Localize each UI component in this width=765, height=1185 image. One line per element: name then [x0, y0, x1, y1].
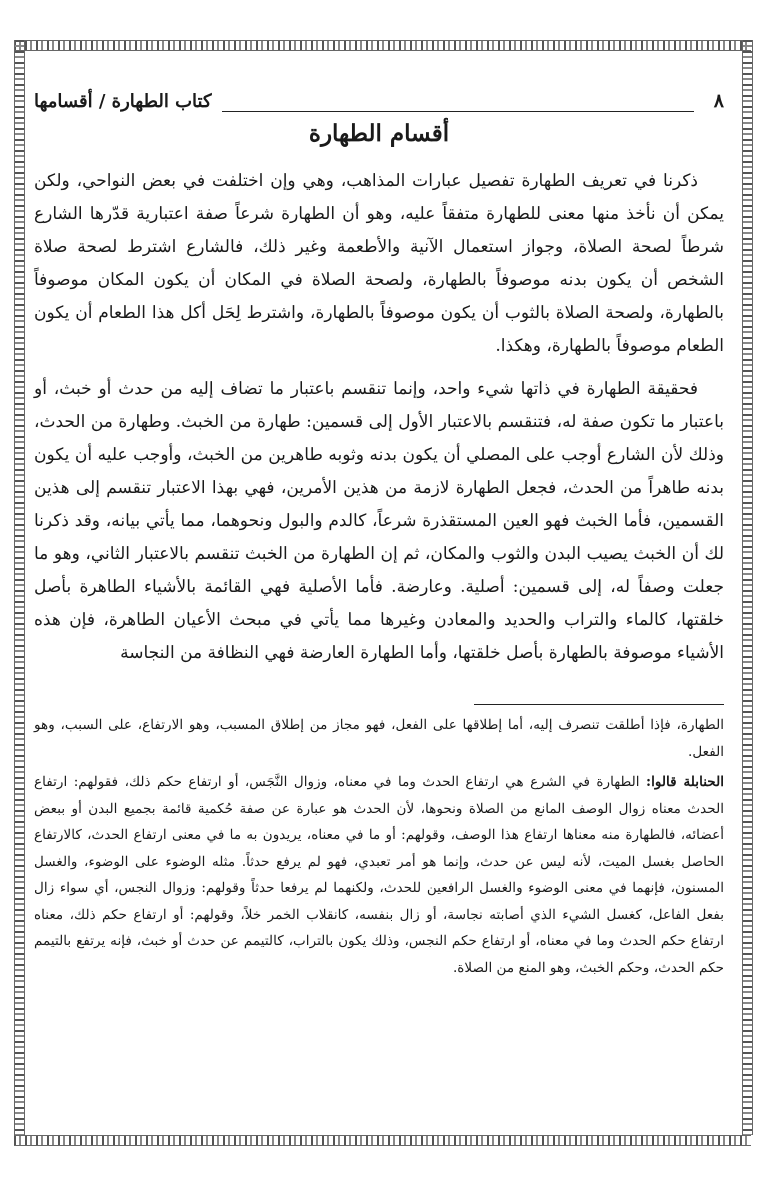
main-text [34, 165, 724, 680]
footnote-body: الطهارة في الشرع هي ارتفاع الحدث وما في معناه، وزوال النَّجَس، أو ارتفاع حكم ذلك، فقولهم: ارتفاع الحدث معناه زوال الوصف المانع من الصلاة ونحوها، لأن الحدث هو عبارة عن صفة حُكمية قائمة بجميع البدن أو ببعض أعضائه، فالطهارة منه معناها ارتفاع هذا الوصف، وقولهم: أو ما في معناه، يريدون به ما في معنى ارتفاع الحدث، كالارتفاع الحاصل بغسل الميت، لأنه ليس عن حدث، وإنما هو أمر تعبدي، فهو لم يرفع حدثاً. مثله الوضوء على الوضوء، والغسل المسنون، فإنهما في معنى الوضوء والغسل الرافعين للحدث، ولكنهما لم يرفعا حدثاً وقولهم: وزوال النجس، أي سواء زال بفعل الفاعل، كغسل الشيء الذي أصابته نجاسة، أو زال بنفسه، كانقلاب الخمر خلاً، وقولهم: أو ارتفاع حكم ذلك، معناه ارتفاع حكم الحدث وما في معناه، أو ارتفاع حكم النجس، وذلك يكون بالتراب، كالتيمم عن حدث أو خبث، فإنه يرتفع بالتيمم حكم الحدث، وحكم الخبث، وهو المنع من الصلاة. [34, 774, 724, 976]
footnote-hanbali [34, 769, 724, 981]
footnote-continuation: الطهارة، فإذا أطلقت تنصرف إليه، أما إطلاقها على الفعل، فهو مجاز من إطلاق المسبب، وهو الارتفاع، على السبب، وهو الفعل. [34, 717, 724, 760]
paragraph: ذكرنا في تعريف الطهارة تفصيل عبارات المذاهب، وهي وإن اختلفت في بعض النواحي، ولكن يمكن أن نأخذ منها معنى للطهارة متفقاً عليه، وهو أن الطهارة شرعاً صفة اعتبارية قدّرها الشارع شرطاً لصحة الصلاة، وجواز استعمال الآنية والأطعمة وغير ذلك، فالشارع اشترط لصحة صلاة الشخص أن يكون بدنه موصوفاً بالطهارة، ولصحة الصلاة في المكان أن يكون المكان موصوفاً بالطهارة، ولصحة الصلاة بالثوب أن يكون موصوفاً بالطهارة، واشترط لِحَل أكل هذا الطعام أن يكون الطعام موصوفاً بالطهارة، وهكذا. [34, 171, 724, 356]
page-number: ٨ [713, 90, 724, 112]
ornamental-border-left [14, 40, 25, 1135]
ornamental-border-top [14, 40, 751, 51]
header-rule [222, 97, 694, 112]
ornamental-border-bottom [14, 1135, 751, 1146]
ornamental-border-right [742, 40, 753, 1135]
footnotes [34, 712, 724, 985]
section-title: أقسام الطهارة [308, 120, 450, 147]
footnote-lead: الحنابلة قالوا: [646, 774, 725, 790]
paragraph: فحقيقة الطهارة في ذاتها شيء واحد، وإنما تنقسم باعتبار ما تضاف إليه من حدث أو خبث، أو باعتبار ما تكون صفة له، فتنقسم بالاعتبار الأول إلى قسمين: طهارة من الخبث. وطهارة من الحدث، وذلك لأن الشارع أوجب على المصلي أن يكون بدنه وثوبه طاهرين من الخبث، وأوجب عليه أن يكون بدنه طاهراً من الحدث، فجعل الطهارة لازمة من هذين الأمرين، فهي بهذا الاعتبار تنقسم إلى هذين القسمين، فأما الخبث فهو العين المستقذرة شرعاً، كالدم والبول ونحوهما، مما يأتي بيانه، وقد ذكرنا لك أن الخبث يصيب البدن والثوب والمكان، ثم إن الطهارة من الخبث تنقسم بالاعتبار الثاني، وهو ما جعلت وصفاً له، إلى قسمين: أصلية. وعارضة. فأما الأصلية فهي القائمة بالأشياء الطاهرة بأصل خلقتها، كالماء والتراب والحديد والمعادن وغيرها مما يأتي في مبحث الأعيان الطاهرة، فإن هذه الأشياء موصوفة بالطهارة بأصل خلقتها، وأما الطهارة العارضة فهي النظافة من النجاسة [34, 379, 725, 663]
footnote-separator [474, 704, 724, 705]
running-title: كتاب الطهارة / أقسامها [34, 91, 212, 112]
page-header [34, 84, 724, 112]
